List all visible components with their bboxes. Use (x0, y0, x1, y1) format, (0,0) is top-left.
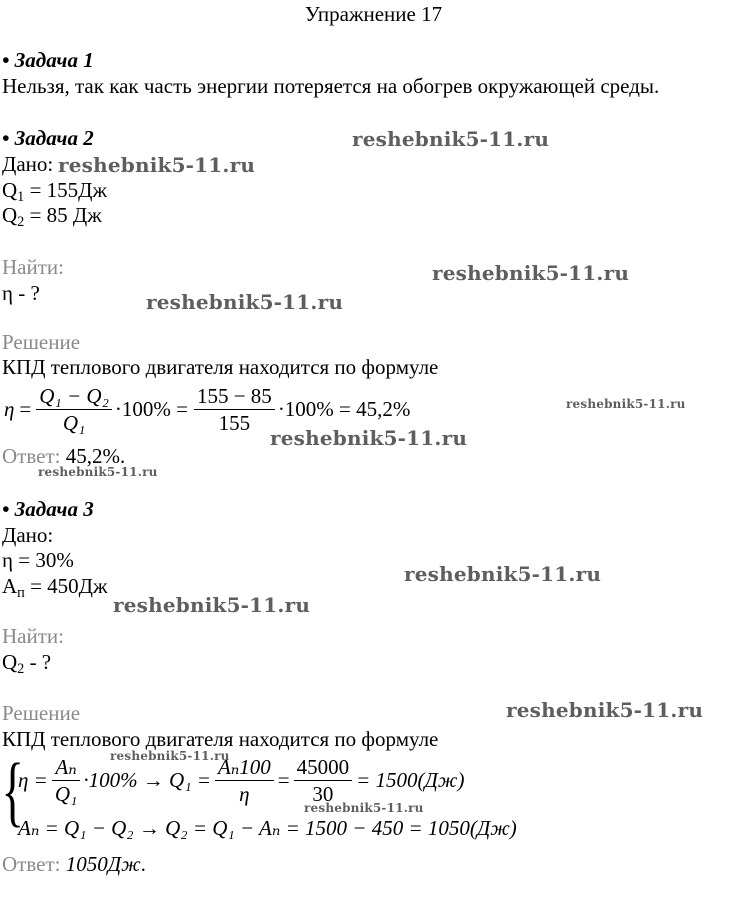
task2-formula: η = $\frac{\text{Q₁ − Q₂}}{\text{Q₁}}$ ·100% = $\frac{155 - 85}{155}$ ·100% = 45,2% (4, 384, 411, 435)
watermark: reshebnik5-11.ru (566, 397, 686, 411)
watermark: reshebnik5-11.ru (58, 153, 256, 177)
task2-solution-label: Решение (2, 330, 81, 354)
task2-heading: • Задача 2 (2, 126, 94, 150)
task2-q1: $Q_1 = 155Дж$ (2, 178, 107, 205)
task2-find-label: Найти: (2, 255, 64, 279)
task3-answer: Ответ: 1050Дж. (2, 852, 146, 876)
task3-formula-row2: Aₙ = Q₁ − Q₂ → Q₂ = Q₁ − Aₙ = 1500 − 450 = 1050(Дж) (18, 816, 517, 840)
task3-find-value: $Q_2$ - ? (2, 650, 52, 677)
watermark: reshebnik5-11.ru (432, 261, 630, 285)
watermark: reshebnik5-11.ru (113, 593, 311, 617)
task3-a: $А_п = 450Дж$ (2, 574, 108, 601)
task3-find-label: Найти: (2, 624, 64, 648)
watermark: reshebnik5-11.ru (38, 465, 158, 479)
watermark: reshebnik5-11.ru (304, 801, 424, 815)
watermark: reshebnik5-11.ru (506, 698, 704, 722)
task1-text: Нельзя, так как часть энергии потеряется на обогрев окружающей среды. (2, 74, 660, 98)
task3-given-label: Дано: (2, 523, 54, 547)
task2-solution-text: КПД теплового двигателя находится по формуле (2, 355, 439, 379)
task3-solution-label: Решение (2, 701, 81, 725)
watermark: reshebnik5-11.ru (404, 562, 602, 586)
task2-find-value: η - ? (2, 281, 40, 305)
page-title: Упражнение 17 (304, 2, 443, 26)
task3-eta: η = 30% (2, 548, 74, 572)
task1-heading: • Задача 1 (2, 48, 94, 72)
watermark: reshebnik5-11.ru (110, 749, 230, 763)
watermark: reshebnik5-11.ru (146, 290, 344, 314)
system-brace: { (1, 747, 24, 834)
task2-given-label: Дано: (2, 152, 54, 176)
task2-q2: $Q_2 = 85$ Дж (2, 203, 102, 230)
task3-heading: • Задача 3 (2, 497, 94, 521)
task2-answer: Ответ: 45,2%. (2, 444, 126, 468)
task3-formula-row1: η = $\frac{\text{Aₙ}}{\text{Q₁}}$ ·100% → Q₁ = $\frac{\text{Aₙ100}}{\eta}$ = $\frac{45000}{30}$ = 1500(Дж) (18, 755, 465, 806)
task3-solution-text: КПД теплового двигателя находится по формуле (2, 727, 439, 751)
watermark: reshebnik5-11.ru (352, 127, 550, 151)
watermark: reshebnik5-11.ru (270, 426, 468, 450)
